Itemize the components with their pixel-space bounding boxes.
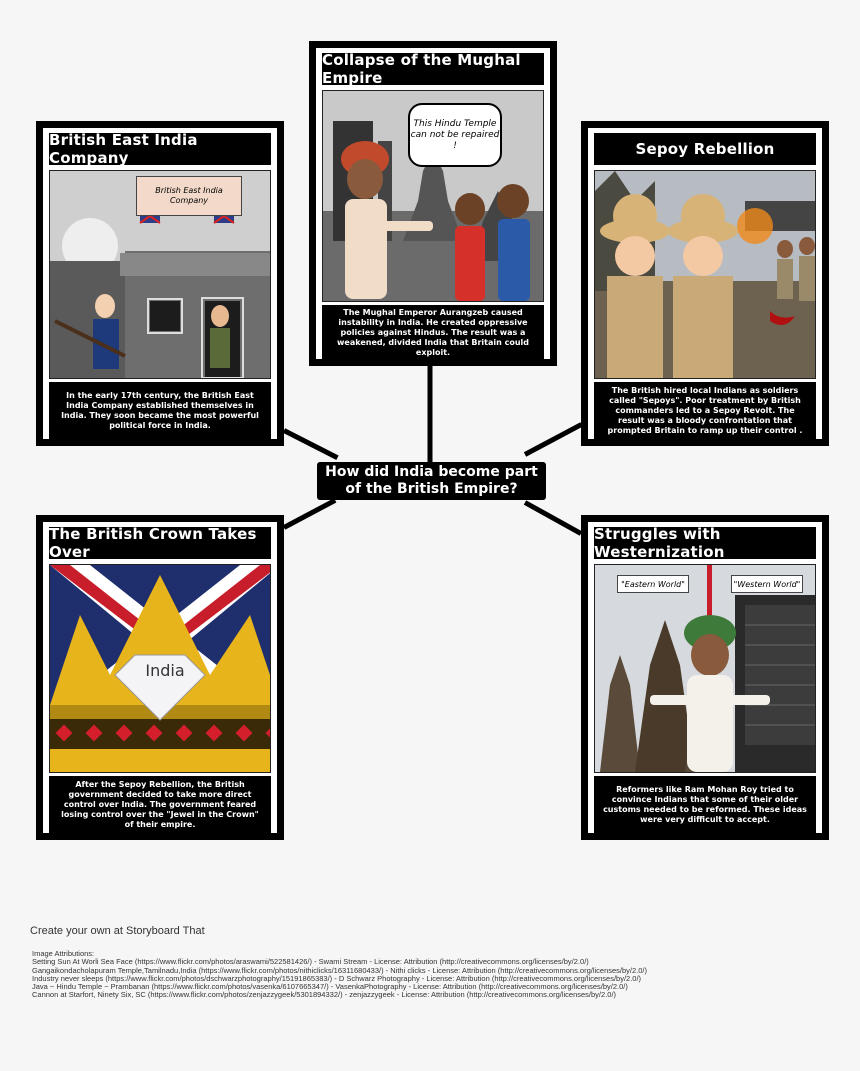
card-title: British East India Company (49, 133, 271, 165)
card-caption: The British hired local Indians as soldiers called "Sepoys". Poor treatment by British commanders led to a Sepoy Revolt. The result was a bloody confrontation that prompted Britain to ramp up their control . (594, 382, 816, 440)
attribution-line: Java ~ Hindu Temple ~ Prambanan (https://www.flickr.com/photos/vasenka/6107665347/) - VasenkaPhotography - License: Attribution (http://creativecommons.org/licenses/by/2.0/) (32, 982, 628, 992)
card-crown-takes-over (36, 515, 284, 840)
diamond-label: India (145, 661, 185, 680)
scene-sepoy (594, 170, 816, 379)
scene-crown (49, 564, 271, 773)
speech-bubble: This Hindu Temple can not be repaired ! (408, 103, 502, 167)
central-question: How did India become part of the British Empire? (317, 462, 546, 500)
card-title: Sepoy Rebellion (594, 133, 816, 165)
card-caption: After the Sepoy Rebellion, the British government decided to take more direct control over India. The government feared losing control over the "Jewel in the Crown" of their empire. (49, 776, 271, 834)
card-east-india-company (36, 121, 284, 446)
connector-left-top (283, 428, 339, 460)
attributions-heading: Image Attributions: (32, 949, 95, 958)
card-title: The British Crown Takes Over (49, 527, 271, 559)
create-your-own-link[interactable]: Create your own at Storyboard That (30, 925, 205, 937)
scene-east-west (594, 564, 816, 773)
sepoy-scene-illustration (595, 171, 816, 378)
card-title: Struggles with Westernization (594, 527, 816, 559)
image-attributions (32, 950, 832, 1000)
card-caption: Reformers like Ram Mohan Roy tried to convince Indians that some of their older customs needed to be reformed. These ideas were very difficult to accept. (594, 776, 816, 834)
card-caption: The Mughal Emperor Aurangzeb caused instability in India. He created oppressive policies against Hindus. The result was a weakened, divided India that Britain could exploit. (322, 305, 544, 360)
card-title: Collapse of the Mughal Empire (322, 53, 544, 85)
attribution-line: Cannon at Starfort, Ninety Six, SC (https://www.flickr.com/photos/zenjazzygeek/5301894332/) - zenjazzygeek - License: Attribution (http://creativecommons.org/licenses/by/2.0/) (32, 990, 617, 1000)
connector-left-bottom (283, 498, 337, 530)
east-west-illustration (595, 565, 816, 772)
company-sign: British East India Company (136, 176, 242, 216)
card-sepoy-rebellion (581, 121, 829, 446)
attribution-line: Gangaikondacholapuram Temple,Tamilnadu,India (https://www.flickr.com/photos/nithiclicks/16311680433/) - Nithi clicks - License: Attribution (http://creativecommons.org/licenses/by/2.0/) (32, 965, 648, 975)
attribution-line: Setting Sun At Worli Sea Face (https://www.flickr.com/photos/araswami/522581426/) - Swami Stream - License: Attribution (http://creativecommons.org/licenses/by/2.0/) (32, 957, 589, 967)
western-world-sign: "Western World" (731, 575, 803, 593)
scene-company-house (49, 170, 271, 379)
eastern-world-sign: "Eastern World" (617, 575, 689, 593)
card-caption: In the early 17th century, the British East India Company established themselves in India. They soon became the most powerful political force in India. (49, 382, 271, 440)
connector-right-bottom (524, 500, 582, 535)
connector-top (428, 363, 433, 467)
card-westernization (581, 515, 829, 840)
scene-temple (322, 90, 544, 302)
card-mughal-collapse (309, 41, 557, 366)
connector-right-top (524, 422, 583, 456)
attribution-line: Industry never sleeps (https://www.flickr.com/photos/dschwarzphotography/15191865383/) - D Schwarz Photography - License: Attribution (http://creativecommons.org/licenses/by/2.0/) (32, 973, 642, 983)
